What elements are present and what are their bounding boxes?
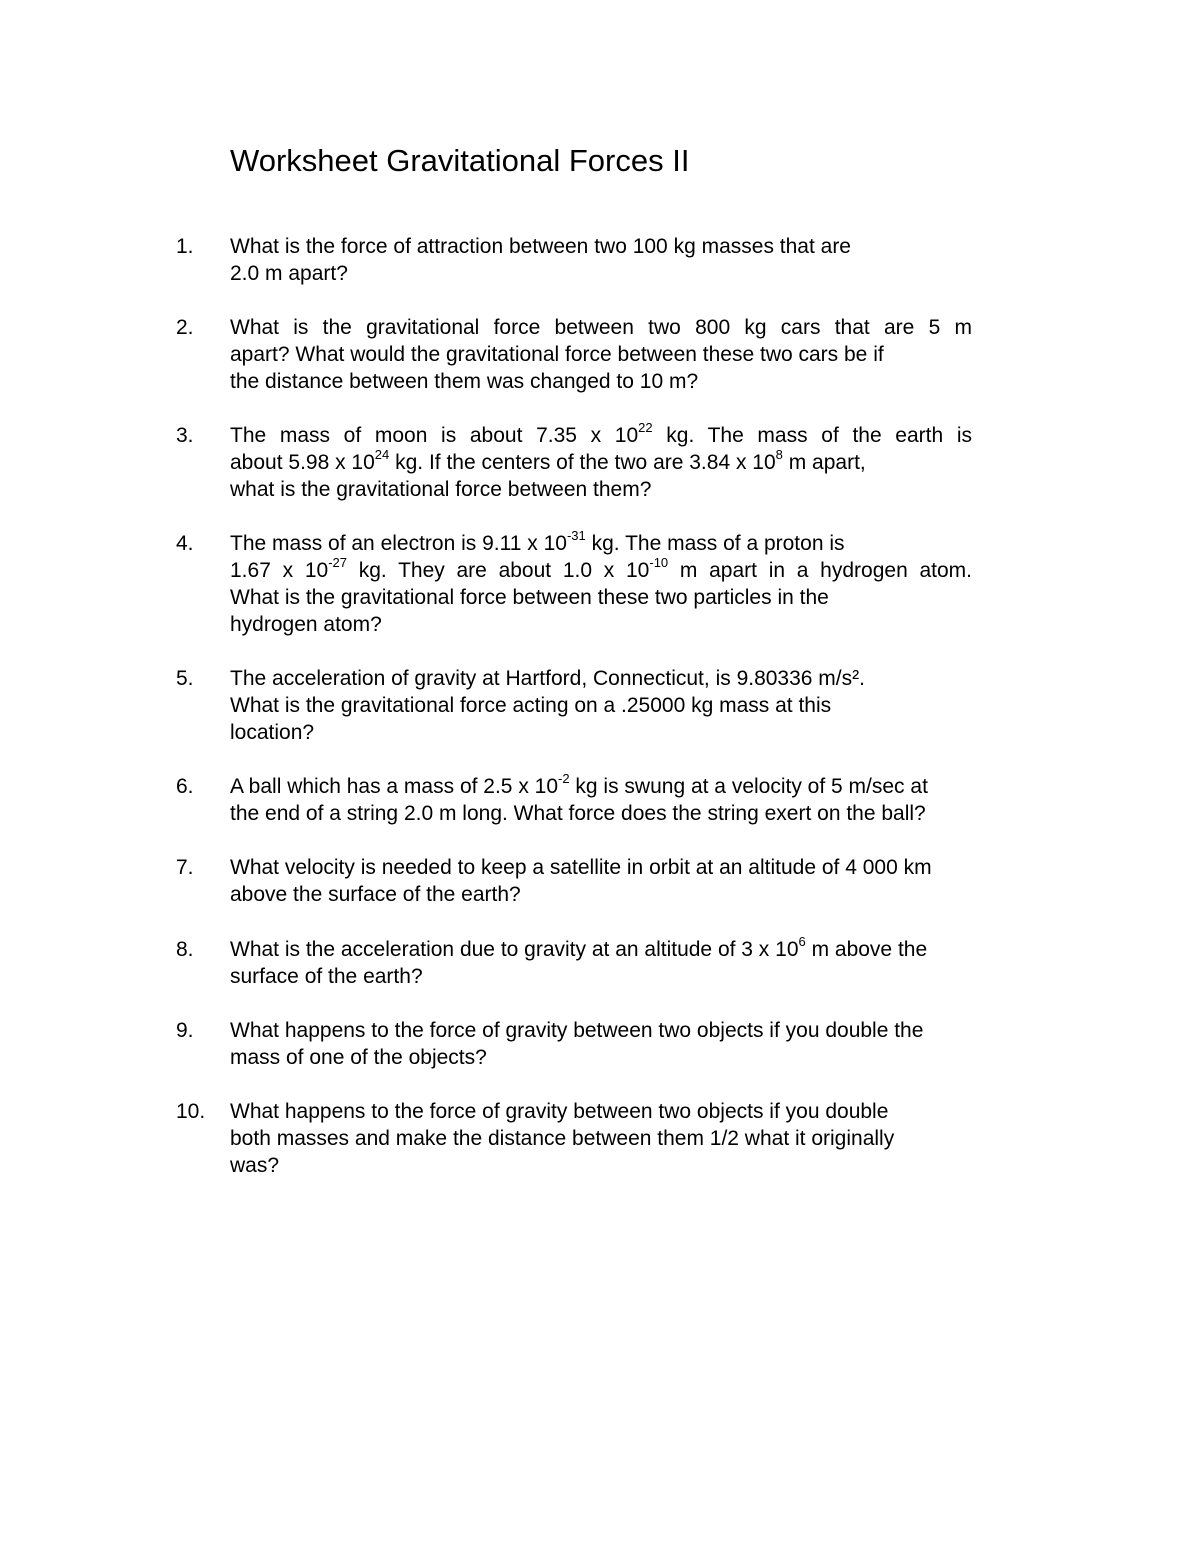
question-line <box>230 476 1030 503</box>
question-number: 9. <box>176 1019 194 1042</box>
question-line <box>230 854 1030 881</box>
question-line <box>230 1044 1030 1071</box>
question-line <box>230 449 1030 476</box>
text-segment: 1.67 x 10 <box>230 559 329 582</box>
text-segment: The acceleration of gravity at Hartford, Connecticut, is 9.80336 m/s². <box>230 667 865 690</box>
question-line <box>230 963 1030 990</box>
question-text <box>230 773 1030 827</box>
question-line <box>230 773 1030 800</box>
text-segment: surface of the earth? <box>230 965 423 988</box>
question-line <box>230 341 1030 368</box>
question-line <box>230 1017 1030 1044</box>
text-segment: m above the <box>805 938 928 961</box>
text-segment: 2.0 m apart? <box>230 262 348 285</box>
exponent: -31 <box>566 528 586 543</box>
question-text <box>230 1017 1030 1071</box>
text-segment: kg. They are about 1.0 x 10 <box>346 559 650 582</box>
question-text <box>230 233 1030 287</box>
question-line <box>230 557 972 584</box>
question-text <box>230 314 1030 395</box>
text-segment: kg. The mass of a proton is <box>585 532 845 555</box>
text-segment: m apart, <box>782 451 866 474</box>
question-number: 3. <box>176 424 194 447</box>
question-number: 4. <box>176 532 194 555</box>
text-segment: mass of one of the objects? <box>230 1046 487 1069</box>
text-segment: location? <box>230 721 315 744</box>
question-number: 1. <box>176 235 194 258</box>
text-segment: kg is swung at a velocity of 5 m/sec at <box>569 775 928 798</box>
text-segment: both masses and make the distance between them 1/2 what it originally <box>230 1127 895 1150</box>
question-text <box>230 422 1030 503</box>
text-segment: m apart in a hydrogen atom. <box>668 559 972 582</box>
question-line <box>230 611 1030 638</box>
text-segment: was? <box>230 1154 280 1177</box>
question-text <box>230 530 1030 638</box>
page-title: Worksheet Gravitational Forces II <box>230 143 690 178</box>
question-line <box>230 314 972 341</box>
text-segment: What happens to the force of gravity between two objects if you double the <box>230 1019 924 1042</box>
question-number: 7. <box>176 856 194 879</box>
question-number: 8. <box>176 938 194 961</box>
question-line <box>230 260 1030 287</box>
question-number: 6. <box>176 775 194 798</box>
question-line <box>230 719 1030 746</box>
text-segment: what is the gravitational force between them? <box>230 478 652 501</box>
text-segment: A ball which has a mass of 2.5 x 10 <box>230 775 559 798</box>
text-segment: What velocity is needed to keep a satellite in orbit at an altitude of 4 000 km <box>230 856 932 879</box>
exponent: 22 <box>638 420 653 435</box>
question-number: 5. <box>176 667 194 690</box>
text-segment: hydrogen atom? <box>230 613 382 636</box>
text-segment: What is the acceleration due to gravity at an altitude of 3 x 10 <box>230 938 799 961</box>
question-line <box>230 1152 1030 1179</box>
text-segment: The mass of moon is about 7.35 x 10 <box>230 424 639 447</box>
question-line <box>230 692 1030 719</box>
exponent: -10 <box>649 555 669 570</box>
text-segment: The mass of an electron is 9.11 x 10 <box>230 532 567 555</box>
exponent: 8 <box>775 447 783 462</box>
question-line <box>230 368 1030 395</box>
question-line <box>230 1125 1030 1152</box>
question-line <box>230 1098 1030 1125</box>
text-segment: kg. If the centers of the two are 3.84 x 10 <box>389 451 776 474</box>
question-line <box>230 584 1030 611</box>
text-segment: the end of a string 2.0 m long. What force does the string exert on the ball? <box>230 802 926 825</box>
question-line <box>230 881 1030 908</box>
question-line <box>230 233 1030 260</box>
question-text <box>230 936 1030 990</box>
text-segment: about 5.98 x 10 <box>230 451 375 474</box>
text-segment: apart? What would the gravitational force between these two cars be if <box>230 343 884 366</box>
question-line <box>230 800 1030 827</box>
exponent: 24 <box>374 447 390 462</box>
text-segment: What is the gravitational force between these two particles in the <box>230 586 829 609</box>
exponent: -27 <box>328 555 347 570</box>
question-line <box>230 422 972 449</box>
text-segment: What is the gravitational force acting on a .25000 kg mass at this <box>230 694 832 717</box>
question-line <box>230 530 1030 557</box>
exponent: 6 <box>798 934 806 949</box>
text-segment: the distance between them was changed to 10 m? <box>230 370 699 393</box>
question-number: 10. <box>176 1100 206 1123</box>
text-segment: What is the gravitational force between two 800 kg cars that are 5 m <box>230 316 972 339</box>
question-text <box>230 854 1030 908</box>
question-number: 2. <box>176 316 194 339</box>
text-segment: above the surface of the earth? <box>230 883 521 906</box>
exponent: -2 <box>558 771 570 786</box>
text-segment: What happens to the force of gravity between two objects if you double <box>230 1100 889 1123</box>
question-line <box>230 665 1030 692</box>
question-text <box>230 665 1030 746</box>
question-text <box>230 1098 1030 1179</box>
text-segment: kg. The mass of the earth is <box>652 424 972 447</box>
question-line <box>230 936 1030 963</box>
text-segment: What is the force of attraction between two 100 kg masses that are <box>230 235 851 258</box>
